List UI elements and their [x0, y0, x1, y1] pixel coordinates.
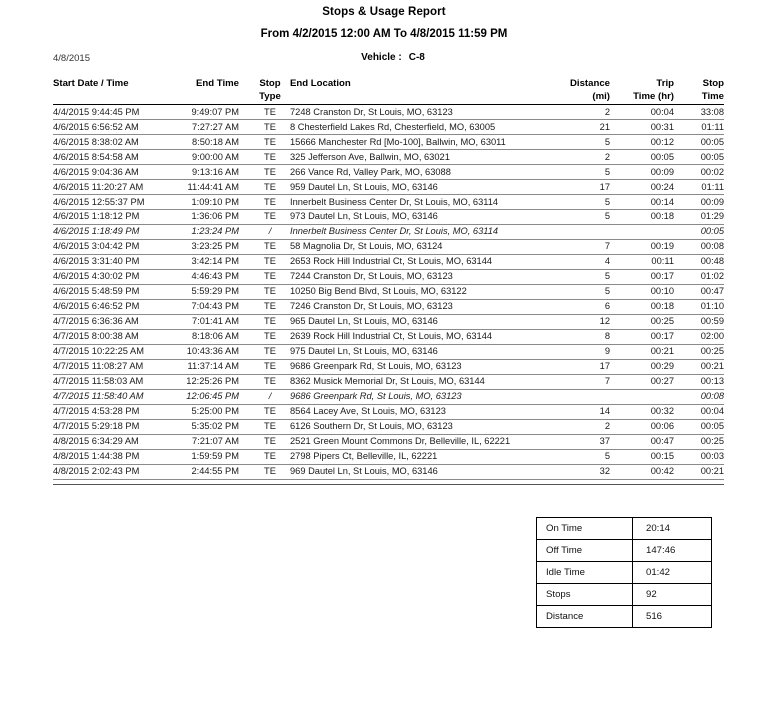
table-row[interactable] [53, 329, 724, 344]
cell-end-location: 2521 Green Mount Commons Dr, Belleville, IL, 62221 [283, 434, 558, 449]
cell-distance: 2 [558, 149, 610, 164]
cell-start-date-time: 4/6/2015 1:18:49 PM [53, 224, 165, 239]
cell-distance: 5 [558, 449, 610, 464]
cell-stop-type: TE [257, 374, 283, 389]
cell-stop-time: 00:08 [674, 389, 724, 404]
column-header-stop-type-line1: Stop [259, 78, 281, 89]
cell-start-date-time: 4/8/2015 1:44:38 PM [53, 449, 165, 464]
report-meta [0, 50, 768, 72]
cell-end-location: Innerbelt Business Center Dr, St Louis, MO, 63114 [283, 224, 558, 239]
summary-label: Stops [537, 584, 633, 606]
cell-trip-time: 00:32 [610, 404, 674, 419]
cell-distance [558, 224, 610, 239]
cell-end-time: 7:01:41 AM [165, 314, 257, 329]
cell-stop-time: 00:05 [674, 149, 724, 164]
cell-end-time: 2:44:55 PM [165, 464, 257, 479]
table-row[interactable] [53, 284, 724, 299]
cell-distance: 32 [558, 464, 610, 479]
cell-end-time: 9:00:00 AM [165, 149, 257, 164]
cell-start-date-time: 4/6/2015 8:54:58 AM [53, 149, 165, 164]
column-header-distance-line1: Distance [570, 78, 610, 89]
cell-end-location: 2639 Rock Hill Industrial Ct, St Louis, MO, 63144 [283, 329, 558, 344]
table-row[interactable] [53, 374, 724, 389]
cell-stop-type: TE [257, 404, 283, 419]
cell-stop-time: 00:48 [674, 254, 724, 269]
summary-row [537, 562, 712, 584]
cell-stop-type: TE [257, 194, 283, 209]
cell-trip-time: 00:24 [610, 179, 674, 194]
cell-start-date-time: 4/6/2015 12:55:37 PM [53, 194, 165, 209]
cell-stop-type: TE [257, 419, 283, 434]
cell-stop-time: 00:05 [674, 224, 724, 239]
cell-start-date-time: 4/6/2015 3:31:40 PM [53, 254, 165, 269]
cell-stop-type: TE [257, 119, 283, 134]
table-row[interactable] [53, 359, 724, 374]
cell-end-time: 11:37:14 AM [165, 359, 257, 374]
table-row[interactable] [53, 434, 724, 449]
cell-trip-time: 00:15 [610, 449, 674, 464]
cell-stop-time: 00:03 [674, 449, 724, 464]
column-header-start-date-time: Start Date / Time [53, 78, 129, 89]
cell-distance: 5 [558, 269, 610, 284]
cell-stop-time: 00:47 [674, 284, 724, 299]
cell-start-date-time: 4/6/2015 8:38:02 AM [53, 134, 165, 149]
cell-stop-time: 01:02 [674, 269, 724, 284]
cell-end-location: 7244 Cranston Dr, St Louis, MO, 63123 [283, 269, 558, 284]
cell-trip-time: 00:29 [610, 359, 674, 374]
table-row[interactable] [53, 419, 724, 434]
summary-row [537, 540, 712, 562]
table-row[interactable] [53, 299, 724, 314]
cell-end-location: 8564 Lacey Ave, St Louis, MO, 63123 [283, 404, 558, 419]
cell-stop-type: TE [257, 299, 283, 314]
cell-end-time: 11:44:41 AM [165, 179, 257, 194]
cell-start-date-time: 4/6/2015 6:56:52 AM [53, 119, 165, 134]
cell-stop-type: TE [257, 464, 283, 479]
cell-start-date-time: 4/6/2015 6:46:52 PM [53, 299, 165, 314]
cell-stop-time: 01:10 [674, 299, 724, 314]
summary-row [537, 518, 712, 540]
cell-distance: 17 [558, 359, 610, 374]
table-header [53, 78, 724, 105]
summary-body [537, 518, 712, 628]
table-row[interactable] [53, 209, 724, 224]
cell-distance: 5 [558, 284, 610, 299]
cell-end-time: 3:42:14 PM [165, 254, 257, 269]
cell-trip-time: 00:17 [610, 269, 674, 284]
cell-stop-type: TE [257, 179, 283, 194]
cell-trip-time: 00:09 [610, 164, 674, 179]
cell-end-location: 325 Jefferson Ave, Ballwin, MO, 63021 [283, 149, 558, 164]
cell-distance: 5 [558, 194, 610, 209]
summary-value: 20:14 [633, 518, 712, 540]
table-row[interactable] [53, 134, 724, 149]
cell-stop-type: TE [257, 449, 283, 464]
column-header-trip-line1: Trip [656, 78, 674, 89]
cell-end-time: 7:21:07 AM [165, 434, 257, 449]
cell-start-date-time: 4/7/2015 8:00:38 AM [53, 329, 165, 344]
report-date-range: From 4/2/2015 12:00 AM To 4/8/2015 11:59 PM [260, 28, 508, 40]
vehicle-info [0, 52, 768, 63]
header-row-bottom [53, 91, 724, 105]
cell-start-date-time: 4/6/2015 5:48:59 PM [53, 284, 165, 299]
cell-distance: 8 [558, 329, 610, 344]
cell-trip-time: 00:04 [610, 105, 674, 120]
cell-stop-time: 00:08 [674, 239, 724, 254]
table-row[interactable] [53, 314, 724, 329]
cell-end-location: 10250 Big Bend Blvd, St Louis, MO, 63122 [283, 284, 558, 299]
cell-distance: 9 [558, 344, 610, 359]
summary-box [536, 517, 712, 628]
cell-trip-time: 00:25 [610, 314, 674, 329]
cell-end-location: 7246 Cranston Dr, St Louis, MO, 63123 [283, 299, 558, 314]
cell-end-time: 1:36:06 PM [165, 209, 257, 224]
cell-end-location: 9686 Greenpark Rd, St Louis, MO, 63123 [283, 359, 558, 374]
cell-end-time: 5:59:29 PM [165, 284, 257, 299]
cell-start-date-time: 4/7/2015 11:08:27 AM [53, 359, 165, 374]
cell-trip-time: 00:05 [610, 149, 674, 164]
table-row[interactable] [53, 464, 724, 479]
table-row[interactable] [53, 389, 724, 404]
cell-stop-type: TE [257, 149, 283, 164]
cell-stop-type: TE [257, 284, 283, 299]
cell-stop-time: 00:05 [674, 134, 724, 149]
cell-end-time: 7:27:27 AM [165, 119, 257, 134]
page-title: Stops & Usage Report [322, 6, 446, 18]
table-row[interactable] [53, 105, 724, 120]
cell-start-date-time: 4/7/2015 4:53:28 PM [53, 404, 165, 419]
cell-end-location: 2653 Rock Hill Industrial Ct, St Louis, MO, 63144 [283, 254, 558, 269]
cell-stop-type: TE [257, 344, 283, 359]
cell-end-location: 975 Dautel Ln, St Louis, MO, 63146 [283, 344, 558, 359]
cell-end-time: 5:35:02 PM [165, 419, 257, 434]
table-row[interactable] [53, 149, 724, 164]
cell-stop-type: / [257, 224, 283, 239]
cell-end-time: 8:50:18 AM [165, 134, 257, 149]
cell-stop-time: 00:05 [674, 419, 724, 434]
cell-distance: 37 [558, 434, 610, 449]
cell-stop-time: 01:11 [674, 119, 724, 134]
cell-trip-time: 00:14 [610, 194, 674, 209]
table-row[interactable] [53, 119, 724, 134]
cell-trip-time: 00:17 [610, 329, 674, 344]
column-header-end-location: End Location [290, 78, 351, 89]
cell-stop-type: / [257, 389, 283, 404]
cell-end-time: 4:46:43 PM [165, 269, 257, 284]
cell-start-date-time: 4/7/2015 10:22:25 AM [53, 344, 165, 359]
cell-end-location: 969 Dautel Ln, St Louis, MO, 63146 [283, 464, 558, 479]
cell-trip-time [610, 224, 674, 239]
cell-end-location: 973 Dautel Ln, St Louis, MO, 63146 [283, 209, 558, 224]
cell-start-date-time: 4/7/2015 11:58:03 AM [53, 374, 165, 389]
cell-distance: 5 [558, 134, 610, 149]
cell-start-date-time: 4/6/2015 3:04:42 PM [53, 239, 165, 254]
cell-stop-type: TE [257, 434, 283, 449]
cell-end-location: 959 Dautel Ln, St Louis, MO, 63146 [283, 179, 558, 194]
cell-end-time: 8:18:06 AM [165, 329, 257, 344]
cell-trip-time: 00:11 [610, 254, 674, 269]
column-header-stop-time-line2: Time [674, 91, 724, 105]
cell-stop-time: 33:08 [674, 105, 724, 120]
cell-distance: 21 [558, 119, 610, 134]
summary-label: Idle Time [537, 562, 633, 584]
summary-value: 516 [633, 606, 712, 628]
cell-distance: 14 [558, 404, 610, 419]
cell-end-time: 1:23:24 PM [165, 224, 257, 239]
cell-start-date-time: 4/8/2015 2:02:43 PM [53, 464, 165, 479]
cell-start-date-time: 4/6/2015 9:04:36 AM [53, 164, 165, 179]
table-row[interactable] [53, 179, 724, 194]
cell-distance: 2 [558, 105, 610, 120]
table-body [53, 105, 724, 480]
cell-end-time: 3:23:25 PM [165, 239, 257, 254]
cell-start-date-time: 4/7/2015 5:29:18 PM [53, 419, 165, 434]
cell-distance: 7 [558, 239, 610, 254]
column-header-end-time: End Time [195, 78, 239, 89]
cell-end-time: 12:25:26 PM [165, 374, 257, 389]
print-date: 4/8/2015 [53, 53, 90, 64]
cell-distance: 4 [558, 254, 610, 269]
cell-stop-time: 00:25 [674, 344, 724, 359]
cell-end-location: 2798 Pipers Ct, Belleville, IL, 62221 [283, 449, 558, 464]
cell-stop-time: 00:04 [674, 404, 724, 419]
cell-start-date-time: 4/7/2015 11:58:40 AM [53, 389, 165, 404]
cell-stop-time: 02:00 [674, 329, 724, 344]
cell-distance: 2 [558, 419, 610, 434]
cell-stop-type: TE [257, 359, 283, 374]
table-row[interactable] [53, 254, 724, 269]
cell-end-location: 15666 Manchester Rd [Mo-100], Ballwin, MO, 63011 [283, 134, 558, 149]
table-row[interactable] [53, 224, 724, 239]
cell-end-time: 9:49:07 PM [165, 105, 257, 120]
cell-end-location: Innerbelt Business Center Dr, St Louis, MO, 63114 [283, 194, 558, 209]
cell-stop-type: TE [257, 239, 283, 254]
cell-distance: 5 [558, 164, 610, 179]
cell-stop-type: TE [257, 329, 283, 344]
cell-stop-type: TE [257, 254, 283, 269]
cell-stop-time: 01:29 [674, 209, 724, 224]
cell-end-location: 9686 Greenpark Rd, St Louis, MO, 63123 [283, 389, 558, 404]
cell-end-time: 1:09:10 PM [165, 194, 257, 209]
cell-end-time: 7:04:43 PM [165, 299, 257, 314]
column-header-stop-type-line2: Type [257, 91, 283, 105]
cell-end-time: 12:06:45 PM [165, 389, 257, 404]
cell-end-location: 58 Magnolia Dr, St Louis, MO, 63124 [283, 239, 558, 254]
table-row[interactable] [53, 194, 724, 209]
cell-trip-time: 00:12 [610, 134, 674, 149]
cell-end-time: 10:43:36 AM [165, 344, 257, 359]
cell-trip-time: 00:10 [610, 284, 674, 299]
cell-start-date-time: 4/6/2015 11:20:27 AM [53, 179, 165, 194]
cell-trip-time: 00:47 [610, 434, 674, 449]
vehicle-value: C-8 [408, 52, 425, 63]
summary-label: On Time [537, 518, 633, 540]
cell-stop-time: 00:13 [674, 374, 724, 389]
cell-trip-time: 00:21 [610, 344, 674, 359]
stops-table [53, 78, 724, 480]
cell-start-date-time: 4/6/2015 1:18:12 PM [53, 209, 165, 224]
table-row[interactable] [53, 404, 724, 419]
cell-trip-time: 00:06 [610, 419, 674, 434]
summary-label: Distance [537, 606, 633, 628]
cell-start-date-time: 4/6/2015 4:30:02 PM [53, 269, 165, 284]
cell-end-location: 965 Dautel Ln, St Louis, MO, 63146 [283, 314, 558, 329]
cell-end-location: 6126 Southern Dr, St Louis, MO, 63123 [283, 419, 558, 434]
column-header-location-spacer [283, 91, 558, 105]
table-bottom-divider [53, 484, 724, 485]
cell-trip-time: 00:42 [610, 464, 674, 479]
cell-stop-time: 00:59 [674, 314, 724, 329]
column-header-stop-time-line1: Stop [702, 78, 724, 89]
summary-label: Off Time [537, 540, 633, 562]
summary-value: 01:42 [633, 562, 712, 584]
cell-end-time: 9:13:16 AM [165, 164, 257, 179]
cell-end-location: 266 Vance Rd, Valley Park, MO, 63088 [283, 164, 558, 179]
cell-start-date-time: 4/7/2015 6:36:36 AM [53, 314, 165, 329]
cell-trip-time: 00:18 [610, 299, 674, 314]
cell-stop-type: TE [257, 134, 283, 149]
cell-trip-time: 00:27 [610, 374, 674, 389]
table-row[interactable] [53, 164, 724, 179]
column-header-distance-line2: (mi) [558, 91, 610, 105]
cell-trip-time: 00:19 [610, 239, 674, 254]
cell-start-date-time: 4/4/2015 9:44:45 PM [53, 105, 165, 120]
summary-row [537, 584, 712, 606]
cell-end-time: 1:59:59 PM [165, 449, 257, 464]
summary-value: 147:46 [633, 540, 712, 562]
cell-distance: 12 [558, 314, 610, 329]
cell-stop-type: TE [257, 105, 283, 120]
summary-row [537, 606, 712, 628]
table-row[interactable] [53, 344, 724, 359]
cell-stop-time: 00:21 [674, 464, 724, 479]
cell-stop-time: 00:21 [674, 359, 724, 374]
column-header-end-spacer [165, 91, 257, 105]
column-header-start-spacer [53, 91, 165, 105]
cell-stop-type: TE [257, 314, 283, 329]
cell-end-location: 8362 Musick Memorial Dr, St Louis, MO, 63144 [283, 374, 558, 389]
stops-table-container [53, 78, 724, 480]
cell-stop-time: 00:09 [674, 194, 724, 209]
cell-distance: 17 [558, 179, 610, 194]
vehicle-label: Vehicle : [361, 52, 402, 63]
column-header-trip-line2: Time (hr) [610, 91, 674, 105]
cell-trip-time: 00:31 [610, 119, 674, 134]
cell-stop-type: TE [257, 164, 283, 179]
summary-value: 92 [633, 584, 712, 606]
cell-end-location: 7248 Cranston Dr, St Louis, MO, 63123 [283, 105, 558, 120]
cell-stop-time: 00:02 [674, 164, 724, 179]
cell-trip-time [610, 389, 674, 404]
cell-distance [558, 389, 610, 404]
cell-start-date-time: 4/8/2015 6:34:29 AM [53, 434, 165, 449]
header-row-top [53, 78, 724, 91]
table-row[interactable] [53, 449, 724, 464]
cell-stop-time: 00:25 [674, 434, 724, 449]
table-row[interactable] [53, 269, 724, 284]
cell-end-time: 5:25:00 PM [165, 404, 257, 419]
table-row[interactable] [53, 239, 724, 254]
cell-trip-time: 00:18 [610, 209, 674, 224]
cell-stop-type: TE [257, 269, 283, 284]
cell-end-location: 8 Chesterfield Lakes Rd, Chesterfield, MO, 63005 [283, 119, 558, 134]
cell-stop-type: TE [257, 209, 283, 224]
cell-distance: 5 [558, 209, 610, 224]
cell-distance: 7 [558, 374, 610, 389]
cell-distance: 6 [558, 299, 610, 314]
cell-stop-time: 01:11 [674, 179, 724, 194]
